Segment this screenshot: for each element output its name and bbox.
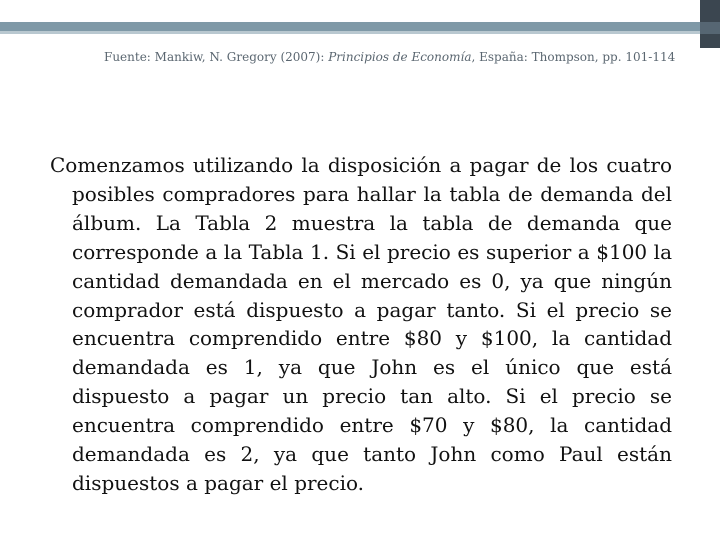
header-bar-shadow bbox=[0, 31, 700, 34]
header-corner-accent bbox=[700, 22, 720, 34]
body-paragraph: Comenzamos utilizando la disposición a pagar de los cuatro posibles compradores para hallar la tabla de demanda del álbum. La Tabla 2 muestra la tabla de demanda que corresponde a la Tabla 1. Si el precio es superior a $100 la cantidad demandada en el mercado es 0, ya que ningún comprador está dispuesto a pagar tanto. Si el precio se encuentra comprendido entre $80 y $100, la cantidad demandada es 1, ya que John es el único que está dispuesto a pagar un precio tan alto. Si el precio se encuentra comprendido entre $70 y $80, la cantidad demandada es 2, ya que tanto John como Paul están dispuestos a pagar el precio. bbox=[50, 153, 672, 495]
header-corner-block bbox=[700, 0, 720, 48]
source-citation bbox=[104, 50, 704, 64]
source-suffix: , España: Thompson, pp. 101-114 bbox=[471, 50, 676, 64]
source-prefix: Fuente: Mankiw, N. Gregory (2007): bbox=[104, 50, 329, 64]
source-book-title: Principios de Economía bbox=[328, 50, 472, 64]
slide-header-band bbox=[0, 0, 720, 22]
header-bar bbox=[0, 22, 700, 31]
